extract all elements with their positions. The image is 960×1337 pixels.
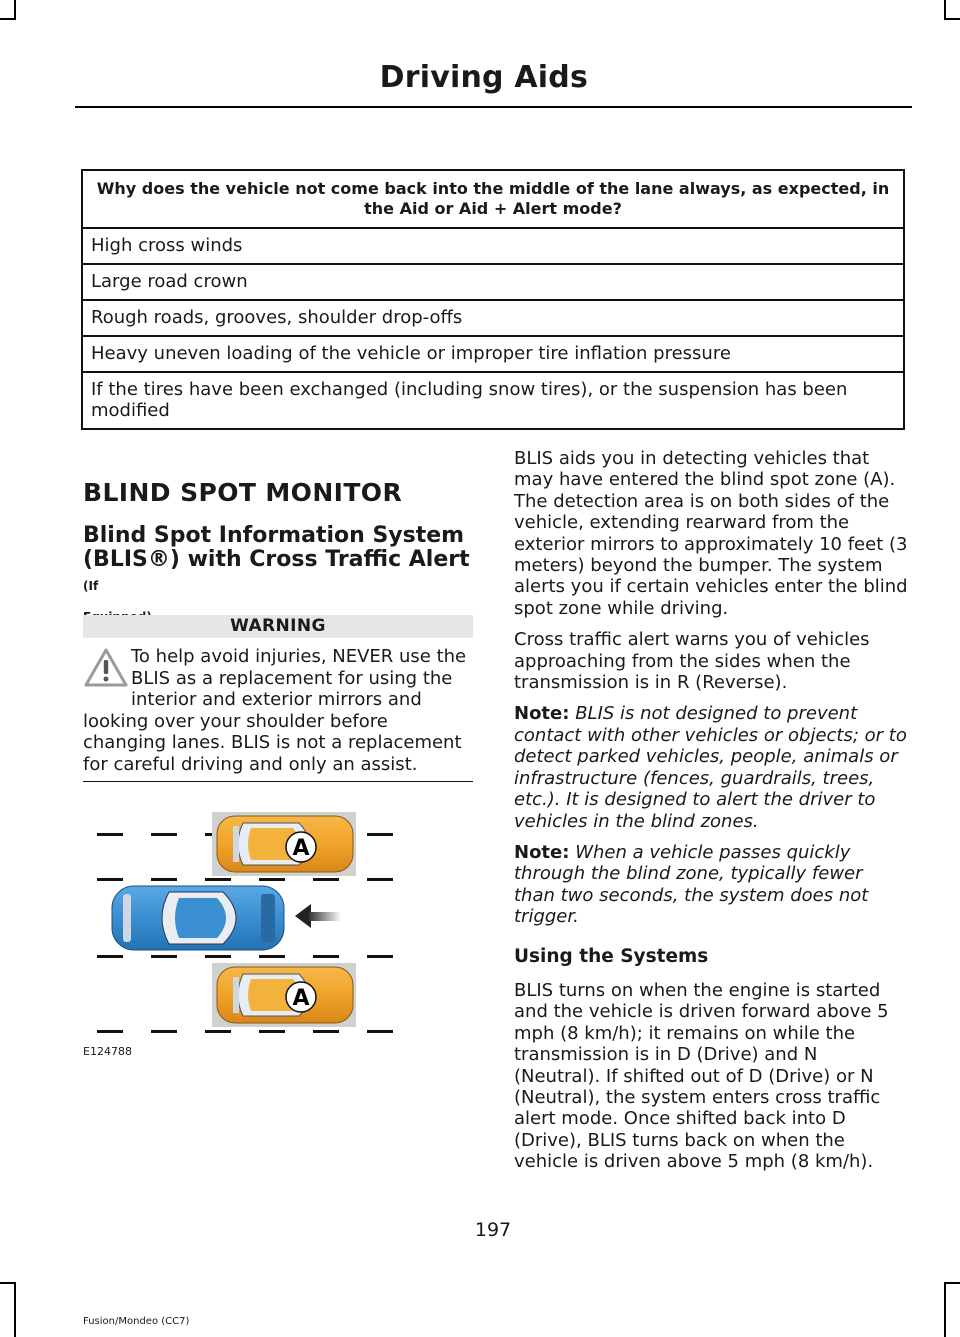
blis-diagram bbox=[83, 790, 403, 1070]
subsection-if: (If bbox=[83, 579, 99, 593]
subsection-title-text: Blind Spot Information System (BLIS®) with Cross Traffic Alert bbox=[83, 523, 470, 572]
paragraph: Cross traffic alert warns you of vehicles approaching from the sides when the transmission is in R (Reverse). bbox=[514, 629, 870, 694]
table-row: High cross winds bbox=[82, 228, 904, 264]
note bbox=[514, 842, 909, 928]
right-column bbox=[514, 448, 909, 1183]
table-header: Why does the vehicle not come back into the middle of the lane always, as expected, in the Aid or Aid + Alert mode? bbox=[82, 170, 904, 228]
blue-car bbox=[112, 886, 284, 950]
causes-table bbox=[81, 169, 905, 430]
orange-car-top bbox=[217, 816, 353, 872]
crop-mark bbox=[0, 18, 16, 20]
subheading: Using the Systems bbox=[514, 945, 709, 967]
note-label: Note: bbox=[514, 703, 570, 725]
note-text: BLIS is not designed to prevent contact with other vehicles or objects; or to detect parked vehicles, people, animals or infrastructure (fences, guardrails, trees, etc.). It is designed to alert the driver to vehicles in the blind zones. bbox=[514, 703, 907, 832]
warning-text bbox=[83, 646, 475, 776]
table-row: If the tires have been exchanged (including snow tires), or the suspension has been modified bbox=[82, 372, 904, 429]
table-row: Large road crown bbox=[82, 264, 904, 300]
crop-mark bbox=[944, 0, 946, 20]
page-title: Driving Aids bbox=[379, 60, 588, 95]
paragraph: BLIS turns on when the engine is started and the vehicle is driven forward above 5 mph (8 km/h); it remains on while the transmission is in D (Drive) and N (Neutral). If shifted out of D (Drive) or N (Neutral), the system enters cross traffic alert mode. Once shifted back into D (Drive), BLIS turns back on when the vehicle is driven above 5 mph (8 km/h). bbox=[514, 979, 889, 1173]
paragraph: BLIS aids you in detecting vehicles that may have entered the blind spot zone (A). The detection area is on both sides of the vehicle, extending rearward from the exterior mirrors to approximately 10 feet (3 meters) beyond the bumper. The system alerts you if certain vehicles enter the blind spot zone while driving. bbox=[514, 448, 908, 619]
crop-mark bbox=[14, 0, 16, 20]
warning-text-body: To help avoid injuries, NEVER use the BLIS as a replacement for using the interior and exterior mirrors and looking over your shoulder before changing lanes. BLIS is not a replacement for careful driving and only an assist. bbox=[83, 646, 467, 775]
crop-mark bbox=[14, 1282, 16, 1337]
crop-mark bbox=[0, 1282, 16, 1284]
subsection-title bbox=[83, 524, 483, 624]
note-text: When a vehicle passes quickly through the blind zone, typically fewer than two seconds, the system does not trigger. bbox=[514, 841, 869, 928]
crop-mark bbox=[944, 1282, 960, 1284]
page-number: 197 bbox=[474, 1219, 512, 1241]
table-row: Heavy uneven loading of the vehicle or improper tire inflation pressure bbox=[82, 336, 904, 372]
footer: Fusion/Mondeo (CC7) bbox=[83, 1316, 190, 1327]
crop-mark bbox=[944, 1282, 946, 1337]
section-title: BLIND SPOT MONITOR bbox=[83, 478, 403, 507]
image-code: E124788 bbox=[83, 1045, 132, 1058]
zone-label: A bbox=[292, 986, 310, 1011]
header-divider bbox=[75, 106, 912, 108]
approach-arrow bbox=[295, 904, 341, 928]
orange-car-bottom bbox=[217, 967, 353, 1023]
note bbox=[514, 703, 909, 831]
zone-label: A bbox=[292, 836, 310, 861]
warning-divider bbox=[83, 781, 473, 782]
table-row: Rough roads, grooves, shoulder drop-offs bbox=[82, 300, 904, 336]
crop-mark bbox=[944, 18, 960, 20]
note-label: Note: bbox=[514, 841, 570, 863]
warning-heading: WARNING bbox=[83, 615, 473, 638]
